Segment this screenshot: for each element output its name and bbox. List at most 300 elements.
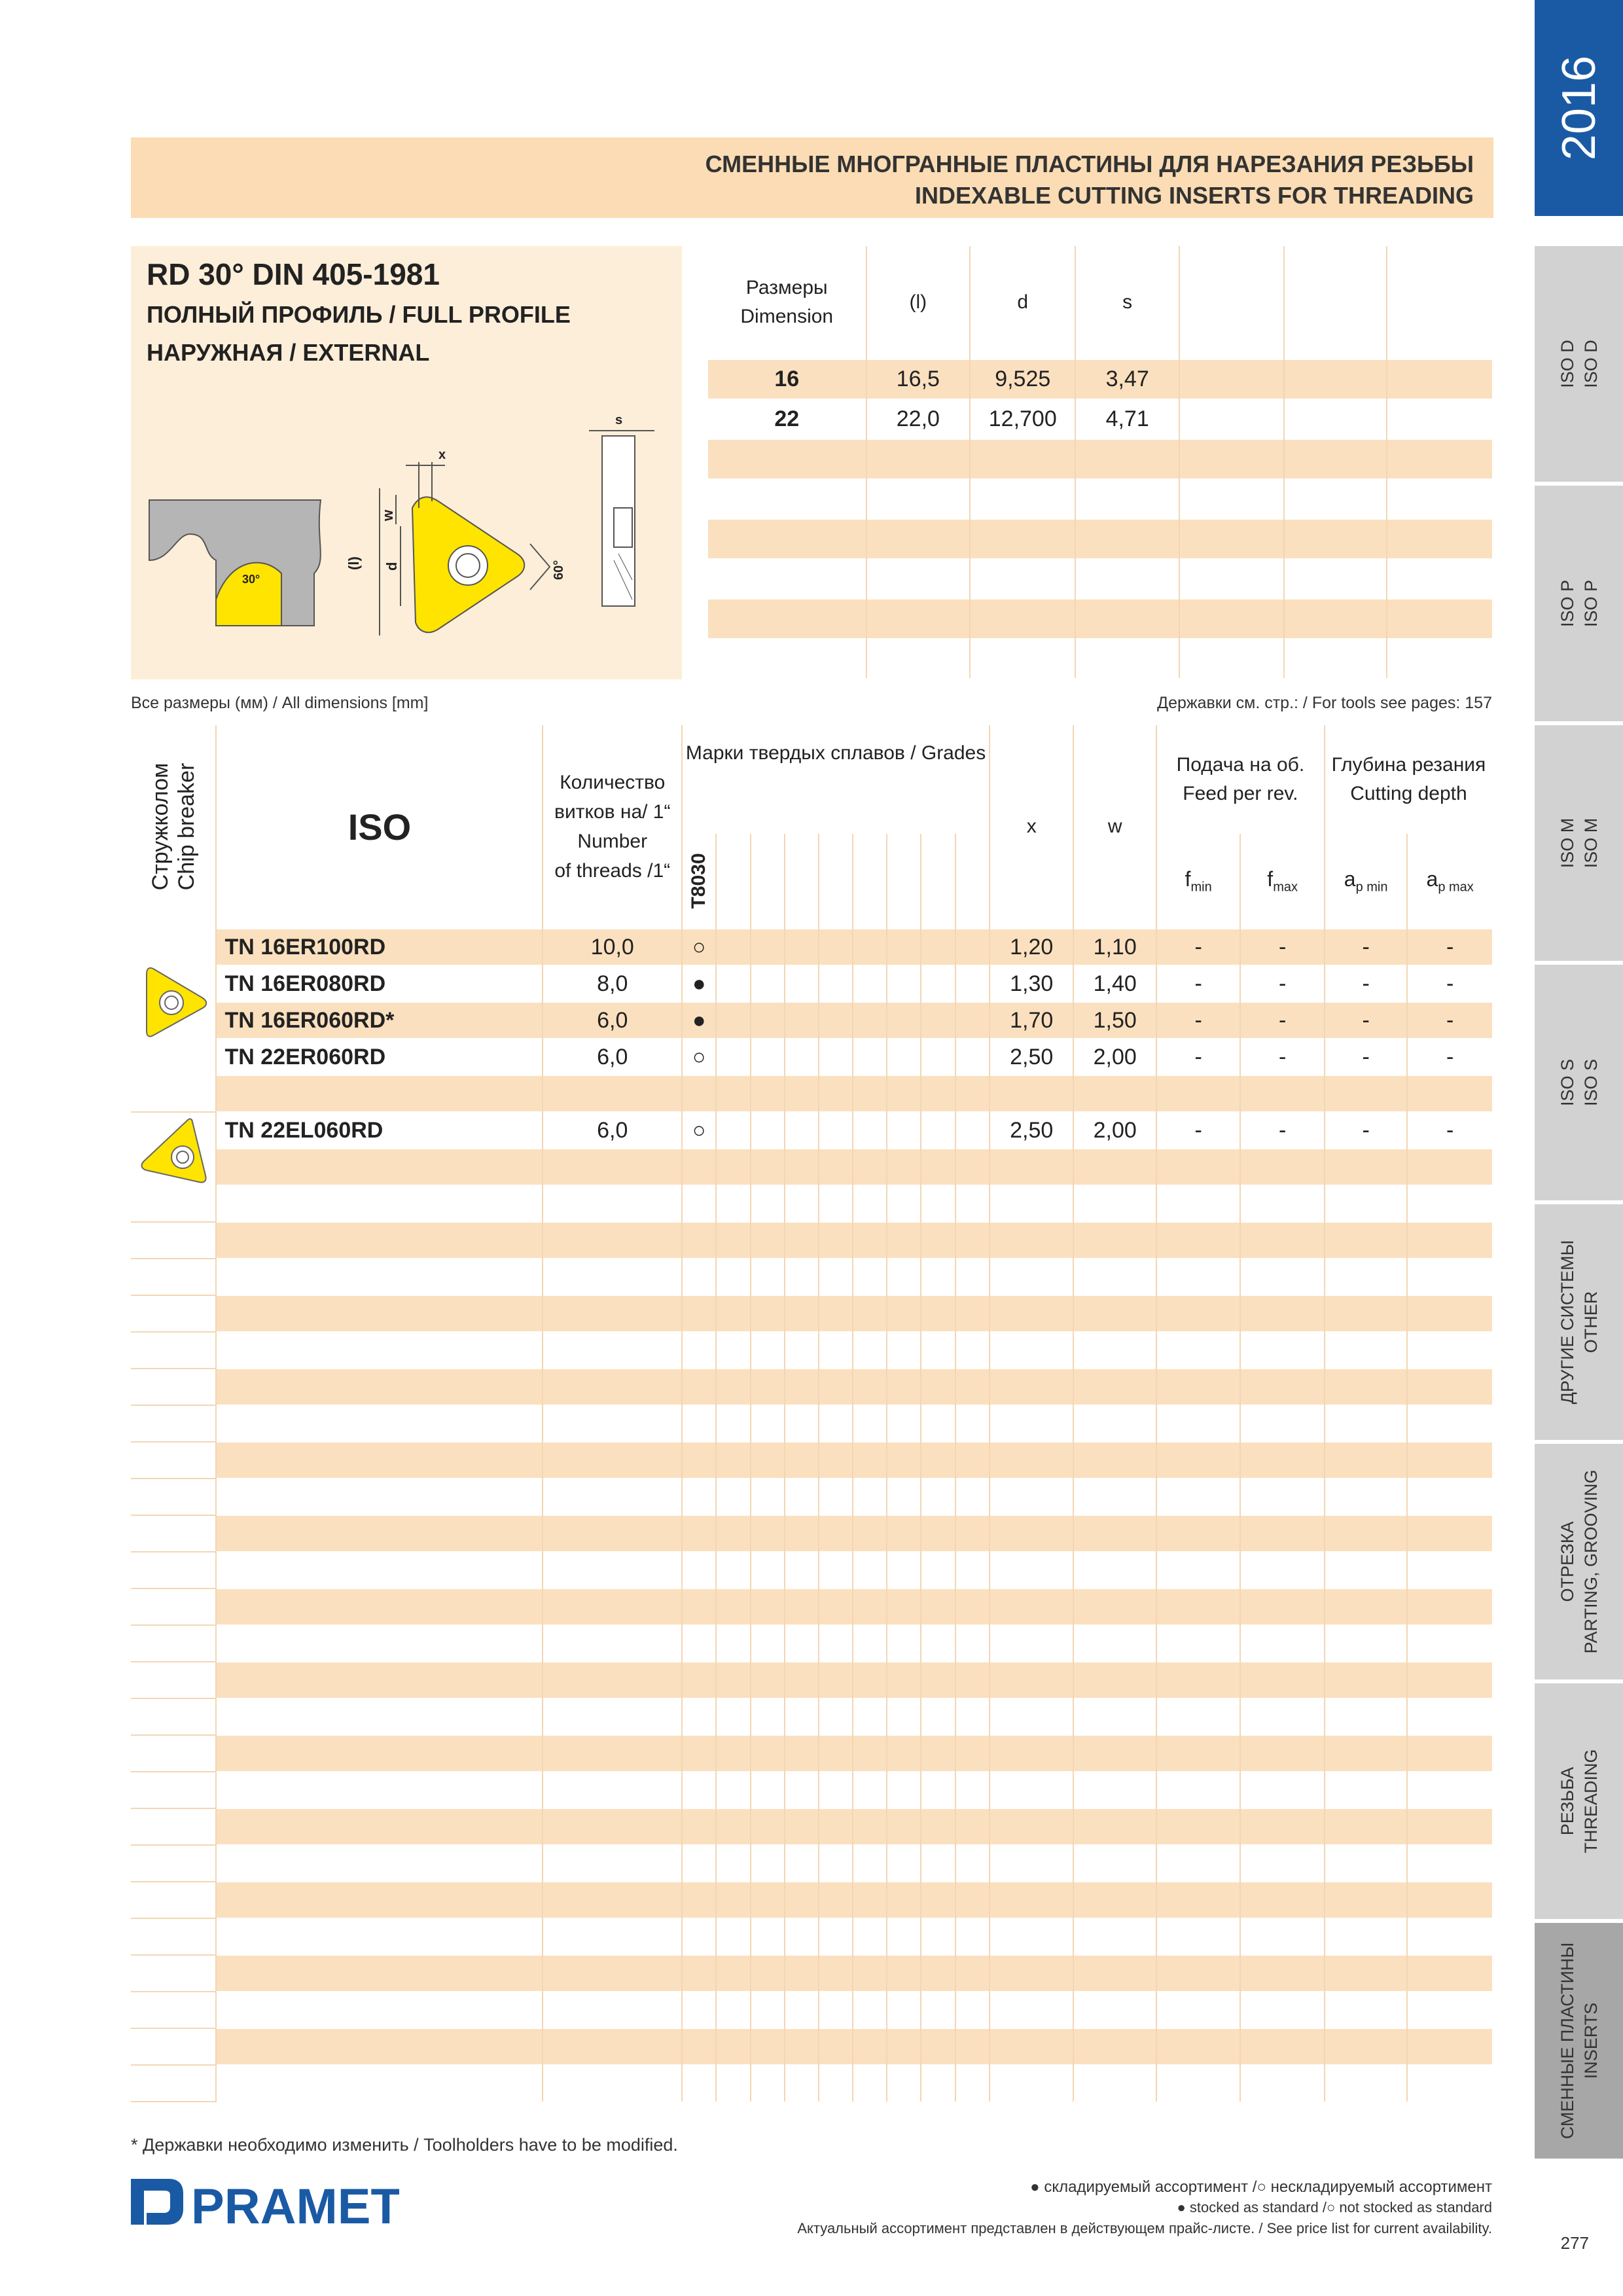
grade-cell: [716, 1588, 750, 1625]
grade-cell: [751, 1295, 785, 1332]
w-value: [1073, 1588, 1156, 1625]
x-value: [990, 1918, 1073, 1955]
grade-cell: [921, 1808, 955, 1845]
tab-label: ISO S: [1557, 1058, 1577, 1107]
iso-header: ISO: [216, 725, 543, 929]
table-row: [131, 1918, 1492, 1955]
pramet-logo: [131, 2176, 399, 2229]
grade-cell: [853, 1405, 887, 1442]
fmin-value: [1156, 1369, 1240, 1405]
apmax-value: [1407, 1882, 1492, 1918]
apmin-value: [1325, 1442, 1407, 1479]
dim-header-d: d: [970, 246, 1075, 359]
dim-empty-col: [1284, 246, 1387, 359]
dim-d: 12,700: [970, 399, 1075, 439]
fmin-value: [1156, 1992, 1240, 2028]
apmin-value: [1325, 1845, 1407, 1882]
tab-iso-s[interactable]: [1535, 965, 1623, 1204]
grade-cell: [853, 1222, 887, 1259]
grade-cell: [853, 1588, 887, 1625]
w-value: [1073, 1295, 1156, 1332]
stock-symbol: [682, 1185, 716, 1222]
tab-threading[interactable]: [1535, 1683, 1623, 1923]
stock-symbol: [682, 1479, 716, 1515]
table-row: [131, 1955, 1492, 1992]
grade-cell: [921, 2065, 955, 2102]
grade-cell: [853, 1698, 887, 1735]
grade-cell: [785, 1112, 819, 1149]
grade-cell: [921, 1222, 955, 1259]
grade-cell: [819, 1332, 853, 1369]
grade-cell: [716, 1918, 750, 1955]
w-value: 2,00: [1073, 1112, 1156, 1149]
grade-cell: [819, 1405, 853, 1442]
grade-cell: [751, 1808, 785, 1845]
dim-header-l: (l): [866, 246, 971, 359]
fmin-value: [1156, 1808, 1240, 1845]
w-value: [1073, 1185, 1156, 1222]
fmax-value: [1240, 2028, 1324, 2065]
table-row: [131, 965, 1492, 1002]
insert-name: TN 22ER060RD: [216, 1039, 543, 1075]
grade-cell: [819, 1112, 853, 1149]
grade-cell: [716, 1149, 750, 1185]
x-value: 2,50: [990, 1112, 1073, 1149]
fmin-value: [1156, 1295, 1240, 1332]
chip-breaker-cell: [131, 2028, 216, 2065]
grade-cell: [955, 1588, 990, 1625]
chip-breaker-cell: [131, 1882, 216, 1918]
grade-cell: [819, 1259, 853, 1295]
tab-parting[interactable]: [1535, 1444, 1623, 1683]
grade-cell: [921, 2028, 955, 2065]
grade-cell: [785, 965, 819, 1002]
grade-cell: [955, 1259, 990, 1295]
grade-cell: [716, 1002, 750, 1039]
grade-cell: [887, 1698, 921, 1735]
threads-header: [543, 725, 682, 929]
fmax-value: [1240, 1369, 1324, 1405]
dim-l: 16,5: [866, 359, 971, 399]
grade-cell: [887, 2065, 921, 2102]
w-value: [1073, 1515, 1156, 1552]
grade-cell: [921, 1552, 955, 1588]
table-row: [708, 359, 1492, 399]
feed-label: Feed per rev.: [1183, 783, 1298, 804]
threads-value: [543, 1185, 682, 1222]
threads-value: [543, 1515, 682, 1552]
grade-cell: [819, 1772, 853, 1808]
fmin-sub: min: [1190, 880, 1212, 895]
grade-cell: [887, 1442, 921, 1479]
w-value: [1073, 1808, 1156, 1845]
tab-label: ОТРЕЗКА: [1557, 1521, 1577, 1602]
fmin-value: [1156, 1442, 1240, 1479]
w-value: [1073, 1405, 1156, 1442]
grade-cell: [785, 1075, 819, 1112]
stock-symbol: ●: [682, 965, 716, 1002]
grade-cell: [955, 1808, 990, 1845]
apmin-header: [1325, 834, 1407, 929]
tab-iso-m[interactable]: [1535, 725, 1623, 965]
apmin-value: [1325, 1185, 1407, 1222]
grade-cell: [921, 1845, 955, 1882]
grade-cell: [751, 1625, 785, 1662]
grade-cell: [853, 1369, 887, 1405]
threads-value: [543, 1625, 682, 1662]
apmin-value: [1325, 1992, 1407, 2028]
threads-value: 6,0: [543, 1039, 682, 1075]
w-value: [1073, 1332, 1156, 1369]
insert-image-left: [140, 1117, 212, 1189]
grade-cell: [785, 1625, 819, 1662]
table-header-row: [131, 725, 1492, 834]
legend-ru: ● складируемый ассортимент /○ нескладируемый ассортимент: [1030, 2178, 1492, 2196]
apmax-sub: p max: [1438, 880, 1474, 895]
grade-cell: [853, 1882, 887, 1918]
w-value: [1073, 1149, 1156, 1185]
grade-cell: [921, 1735, 955, 1772]
fmin-value: -: [1156, 1112, 1240, 1149]
grade-cell: [785, 1479, 819, 1515]
x-value: [990, 1625, 1073, 1662]
grade-cell: [921, 1039, 955, 1075]
dim-header-size-ru: Размеры: [745, 277, 828, 298]
apmin-value: -: [1325, 929, 1407, 965]
grade-cell: [921, 1002, 955, 1039]
grade-cell: [955, 1002, 990, 1039]
grade-cell: [853, 1515, 887, 1552]
insert-name: [216, 1845, 543, 1882]
grade-cell: [921, 1295, 955, 1332]
grade-cell: [887, 1845, 921, 1882]
grade-cell: [785, 1039, 819, 1075]
grade-cell: [716, 1039, 750, 1075]
grade-cell: [751, 1259, 785, 1295]
insert-name: [216, 1588, 543, 1625]
grade-cell: [887, 1955, 921, 1992]
table-row: [131, 1332, 1492, 1369]
grade-cell: [785, 1185, 819, 1222]
w-value: 1,10: [1073, 929, 1156, 965]
table-row: [131, 1479, 1492, 1515]
chip-breaker-header: [131, 725, 216, 929]
x-value: [990, 1552, 1073, 1588]
x-header: x: [990, 725, 1073, 929]
threads-value: [543, 1552, 682, 1588]
grade-cell: [853, 1112, 887, 1149]
w-value: [1073, 1698, 1156, 1735]
profile-line3: НАРУЖНАЯ / EXTERNAL: [147, 339, 430, 366]
apmin-value: [1325, 1369, 1407, 1405]
x-value: [990, 1259, 1073, 1295]
chip-breaker-cell: [131, 1588, 216, 1625]
apmin-value: [1325, 2065, 1407, 2102]
grade-cell: [751, 1369, 785, 1405]
grade-cell: [716, 1295, 750, 1332]
chip-breaker-cell: [131, 1479, 216, 1515]
grade-cell: [887, 1515, 921, 1552]
table-row: [131, 1588, 1492, 1625]
apmax-value: [1407, 1808, 1492, 1845]
dim-size: 22: [708, 399, 866, 439]
stock-symbol: [682, 1552, 716, 1588]
fmin-value: [1156, 1882, 1240, 1918]
threads-value: [543, 1369, 682, 1405]
grade-cell: [819, 929, 853, 965]
insert-name: [216, 1369, 543, 1405]
grade-cell: [853, 2065, 887, 2102]
table-row: [131, 1698, 1492, 1735]
grade-t8030-header: [682, 834, 716, 929]
grade-cell: [887, 1918, 921, 1955]
footnote: * Державки необходимо изменить / Toolholders have to be modified.: [131, 2135, 678, 2155]
grade-cell: [887, 1772, 921, 1808]
grade-cell: [819, 1479, 853, 1515]
grade-cell: [853, 1039, 887, 1075]
grade-cell: [853, 1295, 887, 1332]
grade-cell: [819, 1808, 853, 1845]
fmin-value: [1156, 1332, 1240, 1369]
fmin-value: -: [1156, 965, 1240, 1002]
grade-cell: [819, 1955, 853, 1992]
profile-drawing: [131, 246, 682, 679]
grade-cell: [819, 1845, 853, 1882]
fmax-value: [1240, 1075, 1324, 1112]
grade-cell: [716, 1185, 750, 1222]
grade-cell: [785, 1808, 819, 1845]
chip-breaker-cell: [131, 1552, 216, 1588]
grade-cell: [921, 1405, 955, 1442]
all-dimensions-note: Все размеры (мм) / All dimensions [mm]: [131, 694, 429, 712]
table-row: [131, 1515, 1492, 1552]
grade-cell: [887, 1882, 921, 1918]
grade-cell: [853, 1442, 887, 1479]
grade-cell: [887, 1185, 921, 1222]
fmin-value: [1156, 1662, 1240, 1698]
grade-cell: [819, 1369, 853, 1405]
grade-cell: [955, 1112, 990, 1149]
grade-cell: [853, 1772, 887, 1808]
grade-cell: [955, 1442, 990, 1479]
table-row: [131, 1185, 1492, 1222]
chip-breaker-cell: [131, 1662, 216, 1698]
grade-cell: [751, 1662, 785, 1698]
title-en: INDEXABLE CUTTING INSERTS FOR THREADING: [914, 182, 1474, 209]
grade-cell: [785, 1588, 819, 1625]
insert-name: [216, 1259, 543, 1295]
apmin-value: [1325, 1149, 1407, 1185]
stock-symbol: ○: [682, 1112, 716, 1149]
grade-cell: [716, 1112, 750, 1149]
dim-header-size-en: Dimension: [740, 306, 834, 327]
threads-value: [543, 1222, 682, 1259]
chip-breaker-cell: [131, 1955, 216, 1992]
grade-cell: [955, 1185, 990, 1222]
grade-cell: [716, 929, 750, 965]
grade-cell: [716, 1369, 750, 1405]
apmin-value: [1325, 1588, 1407, 1625]
apmax-value: [1407, 1588, 1492, 1625]
tab-label: ISO P: [1557, 579, 1577, 628]
insert-name: [216, 2065, 543, 2102]
fmin-header: [1156, 834, 1240, 929]
grade-cell: [955, 1918, 990, 1955]
apmax-value: [1407, 1405, 1492, 1442]
grade-cell: [955, 1772, 990, 1808]
brand-logo: [131, 2176, 399, 2232]
w-value: 1,40: [1073, 965, 1156, 1002]
grade-cell: [955, 1698, 990, 1735]
apmax-value: [1407, 1442, 1492, 1479]
table-row: [131, 1442, 1492, 1479]
grade-cell: [751, 1955, 785, 1992]
apmax-value: -: [1407, 1039, 1492, 1075]
grade-cell: [921, 1112, 955, 1149]
grade-cell: [955, 1955, 990, 1992]
table-row: [131, 1552, 1492, 1588]
grade-cell: [751, 1698, 785, 1735]
stock-symbol: ○: [682, 1039, 716, 1075]
grade-cell: [955, 2065, 990, 2102]
grade-cell: [716, 1955, 750, 1992]
stock-symbol: [682, 1515, 716, 1552]
threads-value: 6,0: [543, 1112, 682, 1149]
grade-cell: [716, 1735, 750, 1772]
table-row: [131, 1259, 1492, 1295]
grade-cell: [819, 1295, 853, 1332]
fmax-value: [1240, 1552, 1324, 1588]
inserts-table: [131, 725, 1492, 2102]
grade-cell: [751, 929, 785, 965]
grade-cell: [751, 1845, 785, 1882]
fmax-value: [1240, 1479, 1324, 1515]
fmax-value: [1240, 1588, 1324, 1625]
insert-name: [216, 1955, 543, 1992]
x-value: [990, 1735, 1073, 1772]
x-value: 1,70: [990, 1002, 1073, 1039]
stock-symbol: [682, 1405, 716, 1442]
threads-value: [543, 1772, 682, 1808]
grade-cell: [751, 1515, 785, 1552]
apmin-value: [1325, 1662, 1407, 1698]
apmax-value: [1407, 1552, 1492, 1588]
table-row: [131, 1405, 1492, 1442]
grade-cell: [853, 1552, 887, 1588]
apmin-value: [1325, 1479, 1407, 1515]
stock-symbol: [682, 1772, 716, 1808]
tab-other[interactable]: [1535, 1204, 1623, 1444]
grade-cell: [955, 1735, 990, 1772]
threads-value: [543, 1992, 682, 2028]
w-value: [1073, 1992, 1156, 2028]
dim-s: 4,71: [1075, 399, 1179, 439]
w-value: [1073, 1442, 1156, 1479]
fmax-value: [1240, 1735, 1324, 1772]
fmax-value: [1240, 1662, 1324, 1698]
fmin-value: -: [1156, 1039, 1240, 1075]
apmax-value: [1407, 1369, 1492, 1405]
grade-cell: [716, 1662, 750, 1698]
apmin-value: [1325, 1515, 1407, 1552]
insert-name: [216, 1625, 543, 1662]
tab-iso-p[interactable]: [1535, 486, 1623, 725]
grade-cell: [887, 1222, 921, 1259]
apmin-value: [1325, 1405, 1407, 1442]
grade-cell: [716, 1479, 750, 1515]
grade-cell: [955, 2028, 990, 2065]
x-label: x: [438, 448, 446, 462]
grade-cell: [955, 1515, 990, 1552]
grade-cell: [955, 1992, 990, 2028]
fmax-value: [1240, 1332, 1324, 1369]
grade-cell: [853, 1149, 887, 1185]
apmin-value: [1325, 1698, 1407, 1735]
grade-cell: [785, 1405, 819, 1442]
tab-inserts[interactable]: [1535, 1923, 1623, 2162]
fmin-value: [1156, 1222, 1240, 1259]
grade-cell: [853, 1918, 887, 1955]
grade-cell: [921, 965, 955, 1002]
grade-cell: [716, 2065, 750, 2102]
apmin-value: [1325, 1552, 1407, 1588]
grade-cell: [887, 2028, 921, 2065]
apmin-value: -: [1325, 965, 1407, 1002]
insert-name: [216, 2028, 543, 2065]
tab-label: OTHER: [1580, 1291, 1601, 1354]
fmin-value: [1156, 1405, 1240, 1442]
grade-cell: [785, 1772, 819, 1808]
apmin-value: [1325, 1259, 1407, 1295]
grade-cell: [853, 2028, 887, 2065]
fmax-value: [1240, 1259, 1324, 1295]
grade-cell: [819, 1588, 853, 1625]
grade-cell: [819, 1222, 853, 1259]
x-value: [990, 1588, 1073, 1625]
fmin-value: [1156, 1149, 1240, 1185]
grade-cell: [785, 1259, 819, 1295]
fmax-value: [1240, 1845, 1324, 1882]
fmax-value: [1240, 1698, 1324, 1735]
table-row: [131, 1735, 1492, 1772]
threads-value: [543, 1918, 682, 1955]
w-value: [1073, 2065, 1156, 2102]
insert-name: TN 16ER100RD: [216, 929, 543, 965]
tab-iso-d[interactable]: [1535, 246, 1623, 486]
grade-cell: [785, 1955, 819, 1992]
grade-cell: [819, 1918, 853, 1955]
d-label: d: [383, 562, 400, 571]
stock-symbol: [682, 1992, 716, 2028]
table-row: [708, 399, 1492, 439]
grade-cell: [887, 929, 921, 965]
year-label: 2016: [1552, 55, 1605, 161]
grade-cell: [955, 965, 990, 1002]
threads-value: [543, 1882, 682, 1918]
fmax-value: [1240, 1149, 1324, 1185]
grade-cell: [955, 1479, 990, 1515]
x-value: [990, 1515, 1073, 1552]
fmin-value: [1156, 1259, 1240, 1295]
insert-name: [216, 1222, 543, 1259]
grade-cell: [955, 1845, 990, 1882]
grade-cell: [716, 1442, 750, 1479]
tab-label: ДРУГИЕ СИСТЕМЫ: [1557, 1240, 1577, 1405]
table-row: [131, 1002, 1492, 1039]
table-row: [131, 1295, 1492, 1332]
grade-cell: [921, 1955, 955, 1992]
grade-cell: [921, 1882, 955, 1918]
